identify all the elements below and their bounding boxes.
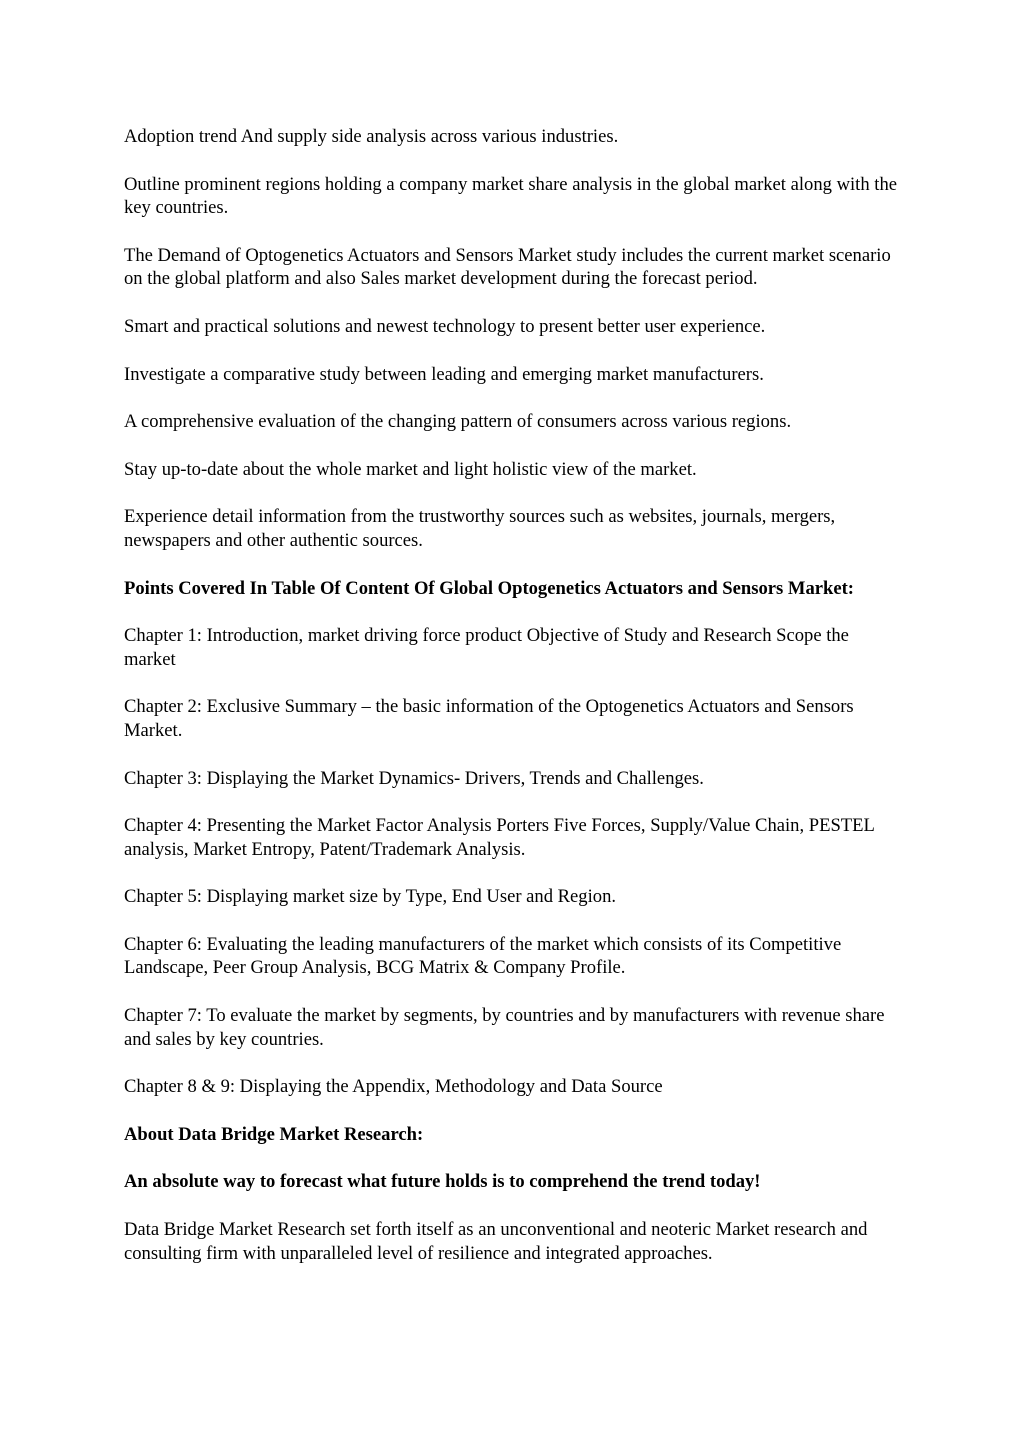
heading-about-company: About Data Bridge Market Research: — [124, 1123, 424, 1145]
paragraph-adoption-trend: Adoption trend And supply side analysis across various industries. — [124, 126, 619, 147]
paragraph-consumer-evaluation: A comprehensive evaluation of the changing pattern of consumers across various regions. — [124, 411, 792, 433]
paragraph-smart-solutions: Smart and practical solutions and newest technology to present better user experience. — [124, 315, 766, 337]
paragraph-comparative-study: Investigate a comparative study between leading and emerging market manufacturers. — [124, 363, 764, 385]
paragraph-chapter-2: Chapter 2: Exclusive Summary – the basic information of the Optogenetics Actuators and Sensors Market. — [124, 696, 854, 741]
paragraph-demand-study: The Demand of Optogenetics Actuators and Sensors Market study includes the current market scenario on the global platform and also Sales market development during the forecast period. — [124, 244, 891, 290]
paragraph-chapter-6: Chapter 6: Evaluating the leading manufacturers of the market which consists of its Competitive Landscape, Peer Group Analysis, BCG Matrix & Company Profile. — [124, 933, 842, 979]
paragraph-stay-up-to-date: Stay up-to-date about the whole market and light holistic view of the market. — [124, 458, 697, 480]
paragraph-prominent-regions: Outline prominent regions holding a company market share analysis in the global market along with the key countries. — [124, 173, 898, 219]
paragraph-chapter-1: Chapter 1: Introduction, market driving force product Objective of Study and Research Scope the market — [124, 625, 849, 670]
document-body — [124, 125, 904, 1289]
paragraph-trustworthy-sources: Experience detail information from the trustworthy sources such as websites, journals, mergers, newspapers and other authentic sources. — [124, 506, 836, 551]
paragraph-chapter-5: Chapter 5: Displaying market size by Type, End User and Region. — [124, 886, 617, 908]
paragraph-chapter-3: Chapter 3: Displaying the Market Dynamics- Drivers, Trends and Challenges. — [124, 767, 704, 789]
heading-tagline: An absolute way to forecast what future holds is to comprehend the trend today! — [124, 1171, 761, 1193]
paragraph-chapter-7: Chapter 7: To evaluate the market by segments, by countries and by manufacturers with revenue share and sales by key countries. — [124, 1005, 885, 1050]
paragraph-chapter-4: Chapter 4: Presenting the Market Factor Analysis Porters Five Forces, Supply/Value Chain, PESTEL analysis, Market Entropy, Patent/Trademark Analysis. — [124, 815, 875, 860]
paragraph-chapter-8-9: Chapter 8 & 9: Displaying the Appendix, Methodology and Data Source — [124, 1076, 663, 1098]
paragraph-company-description: Data Bridge Market Research set forth itself as an unconventional and neoteric Market research and consulting firm with unparalleled level of resilience and integrated approaches. — [124, 1219, 868, 1264]
heading-table-of-content: Points Covered In Table Of Content Of Global Optogenetics Actuators and Sensors Market: — [124, 577, 854, 599]
